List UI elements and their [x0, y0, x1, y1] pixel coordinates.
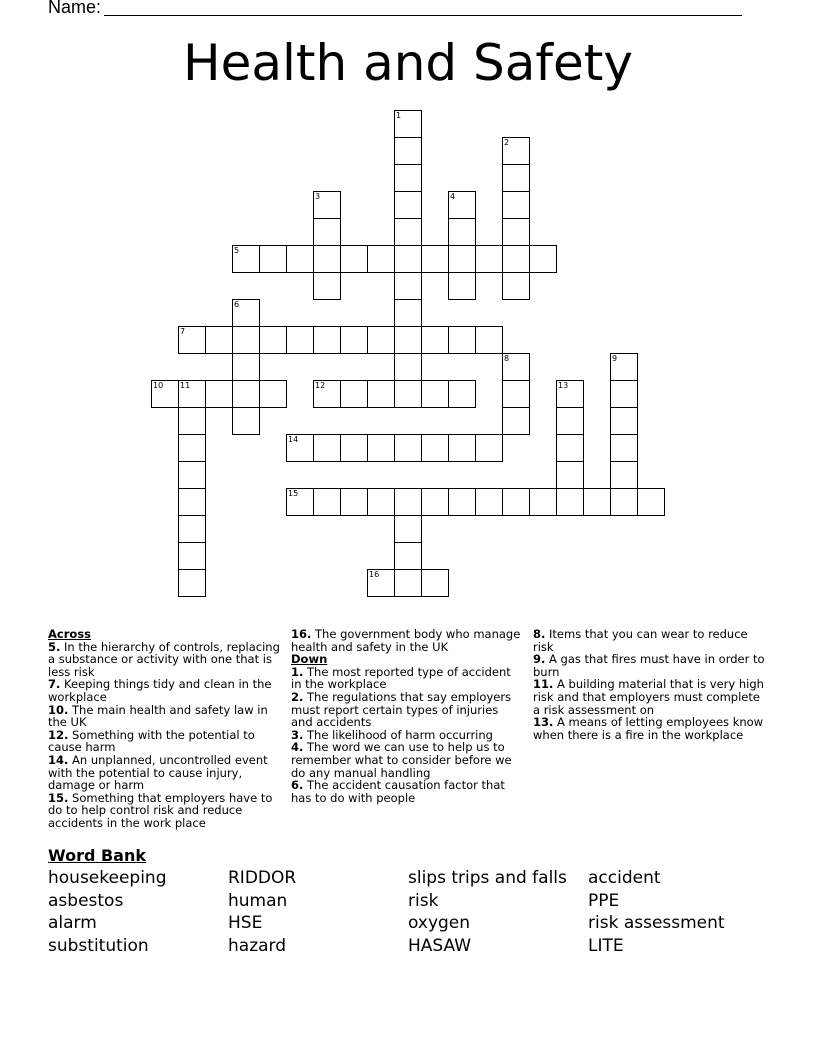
crossword-cell[interactable] [313, 326, 341, 354]
crossword-cell[interactable] [367, 380, 395, 408]
crossword-cell[interactable] [394, 326, 422, 354]
crossword-cell[interactable] [637, 488, 665, 516]
crossword-cell[interactable] [178, 407, 206, 435]
crossword-cell[interactable] [313, 191, 341, 219]
crossword-cell[interactable] [421, 380, 449, 408]
down-clue: 3. The likelihood of harm occurring [291, 727, 493, 742]
crossword-cell[interactable] [448, 380, 476, 408]
crossword-cell[interactable] [313, 272, 341, 300]
word-bank-column-1 [48, 867, 167, 957]
crossword-cell[interactable] [394, 353, 422, 381]
crossword-cell[interactable] [313, 488, 341, 516]
crossword-cell[interactable] [556, 407, 584, 435]
crossword-cell[interactable] [394, 191, 422, 219]
clue-number: 14 [288, 435, 299, 444]
clues-column-1 [48, 628, 280, 830]
crossword-cell[interactable] [502, 407, 530, 435]
crossword-cell[interactable] [367, 245, 395, 273]
crossword-cell[interactable] [583, 488, 611, 516]
crossword-cell[interactable] [178, 434, 206, 462]
crossword-cell[interactable] [313, 380, 341, 408]
crossword-cell[interactable] [178, 488, 206, 516]
crossword-cell[interactable] [448, 434, 476, 462]
word-bank-item: accident [588, 868, 661, 888]
crossword-cell[interactable] [232, 326, 260, 354]
crossword-cell[interactable] [205, 380, 233, 408]
crossword-cell[interactable] [232, 299, 260, 327]
across-clue: 5. In the hierarchy of controls, replacing a substance or activity with one that is less risk [48, 639, 280, 679]
down-clue: 13. A means of letting employees know when there is a fire in the workplace [533, 715, 764, 742]
crossword-cell[interactable] [367, 488, 395, 516]
crossword-cell[interactable] [610, 461, 638, 489]
down-clue: 8. Items that you can wear to reduce risk [533, 627, 748, 654]
crossword-cell[interactable] [232, 353, 260, 381]
crossword-cell[interactable] [367, 434, 395, 462]
crossword-cell[interactable] [448, 272, 476, 300]
clues-column-2 [291, 628, 523, 804]
word-bank-item: oxygen [408, 913, 471, 933]
crossword-cell[interactable] [232, 245, 260, 273]
crossword-cell[interactable] [286, 326, 314, 354]
crossword-cell[interactable] [259, 245, 287, 273]
down-clue: 2. The regulations that say employers must report certain types of injuries and accidents [291, 689, 512, 730]
crossword-cell[interactable] [502, 353, 530, 381]
crossword-cell[interactable] [178, 569, 206, 597]
crossword-cell[interactable] [475, 434, 503, 462]
crossword-cell[interactable] [394, 434, 422, 462]
crossword-cell[interactable] [421, 488, 449, 516]
crossword-cell[interactable] [529, 488, 557, 516]
crossword-cell[interactable] [529, 245, 557, 273]
crossword-cell[interactable] [340, 326, 368, 354]
crossword-cell[interactable] [556, 461, 584, 489]
down-clue: 4. The word we can use to help us to remember what to consider before we do any manual handling [291, 740, 512, 780]
crossword-cell[interactable] [610, 407, 638, 435]
down-clue: 6. The accident causation factor that has to do with people [291, 778, 505, 805]
word-bank-column-2 [228, 867, 296, 957]
crossword-cell[interactable] [421, 569, 449, 597]
word-bank-item: slips trips and falls [408, 868, 567, 888]
clue-number: 9 [612, 354, 618, 363]
across-clue: 15. Something that employers have to do to help control risk and reduce accidents in the work place [48, 790, 273, 830]
clue-number: 7 [180, 327, 186, 336]
word-bank-item: risk assessment [588, 913, 725, 933]
crossword-cell[interactable] [394, 569, 422, 597]
crossword-cell[interactable] [448, 191, 476, 219]
crossword-cell[interactable] [448, 218, 476, 246]
crossword-cell[interactable] [178, 326, 206, 354]
clue-number: 6 [234, 300, 240, 309]
crossword-cell[interactable] [394, 218, 422, 246]
word-bank-column-3 [408, 867, 567, 957]
clue-number: 16 [369, 570, 380, 579]
word-bank-item: hazard [228, 935, 287, 956]
crossword-cell[interactable] [178, 380, 206, 408]
crossword-cell[interactable] [421, 434, 449, 462]
down-clue: 1. The most reported type of accident in the workplace [291, 664, 511, 692]
clue-number: 3 [315, 192, 321, 201]
crossword-cell[interactable] [340, 488, 368, 516]
crossword-cell[interactable] [502, 488, 530, 516]
crossword-cell[interactable] [178, 542, 206, 570]
crossword-cell[interactable] [313, 245, 341, 273]
word-bank-item: RIDDOR [228, 868, 297, 888]
across-heading: Across [48, 627, 91, 641]
word-bank-column-4 [588, 867, 725, 957]
word-bank-item: asbestos [48, 890, 124, 911]
across-clue: 16. The government body who manage health and safety in the UK [291, 627, 521, 654]
crossword-cell[interactable] [340, 245, 368, 273]
crossword-cell[interactable] [205, 326, 233, 354]
clue-number: 1 [396, 111, 402, 120]
across-clue: 12. Something with the potential to cause harm [48, 727, 255, 755]
crossword-cell[interactable] [394, 164, 422, 192]
crossword-cell[interactable] [340, 434, 368, 462]
crossword-cell[interactable] [178, 461, 206, 489]
crossword-cell[interactable] [367, 569, 395, 597]
clue-number: 12 [315, 381, 326, 390]
crossword-cell[interactable] [502, 272, 530, 300]
crossword-cell[interactable] [610, 488, 638, 516]
crossword-cell[interactable] [448, 326, 476, 354]
word-bank-item: risk [408, 890, 439, 911]
crossword-cell[interactable] [502, 380, 530, 408]
word-bank-item: LITE [588, 935, 624, 956]
crossword-cell[interactable] [313, 434, 341, 462]
word-bank-item: alarm [48, 913, 97, 933]
crossword-cell[interactable] [610, 353, 638, 381]
crossword-cell[interactable] [394, 488, 422, 516]
crossword-cell[interactable] [151, 380, 179, 408]
crossword-cell[interactable] [475, 326, 503, 354]
crossword-cell[interactable] [178, 515, 206, 543]
word-bank-item: PPE [588, 890, 620, 911]
clue-number: 10 [153, 381, 164, 390]
crossword-cell[interactable] [394, 272, 422, 300]
across-clue: 10. The main health and safety law in the UK [48, 702, 268, 730]
crossword-cell[interactable] [475, 488, 503, 516]
crossword-cell[interactable] [232, 407, 260, 435]
crossword-cell[interactable] [475, 245, 503, 273]
word-bank-item: housekeeping [48, 868, 167, 888]
crossword-cell[interactable] [502, 164, 530, 192]
word-bank-item: substitution [48, 935, 149, 956]
crossword-cell[interactable] [232, 380, 260, 408]
name-label: Name: [48, 0, 102, 17]
clue-number: 15 [288, 489, 299, 498]
across-clue: 7. Keeping things tidy and clean in the workplace [48, 677, 272, 704]
clues-column-3 [533, 628, 765, 741]
crossword-cell[interactable] [610, 380, 638, 408]
crossword-cell[interactable] [556, 488, 584, 516]
down-clue: 11. A building material that is very high risk and that employers must complete a risk assessment on [533, 677, 764, 717]
crossword-cell[interactable] [340, 380, 368, 408]
down-clue: 9. A gas that fires must have in order to burn [533, 652, 765, 679]
crossword-cell[interactable] [367, 326, 395, 354]
crossword-cell[interactable] [421, 245, 449, 273]
crossword-cell[interactable] [394, 515, 422, 543]
crossword-cell[interactable] [259, 326, 287, 354]
crossword-cell[interactable] [502, 218, 530, 246]
crossword-cell[interactable] [259, 380, 287, 408]
crossword-cell[interactable] [502, 137, 530, 165]
crossword-cell[interactable] [421, 326, 449, 354]
crossword-cell[interactable] [313, 218, 341, 246]
crossword-cell[interactable] [394, 110, 422, 138]
crossword-cell[interactable] [394, 137, 422, 165]
crossword-cell[interactable] [502, 245, 530, 273]
crossword-cell[interactable] [286, 245, 314, 273]
crossword-cell[interactable] [610, 434, 638, 462]
down-heading: Down [291, 652, 328, 667]
word-bank-item: HASAW [408, 935, 472, 956]
clue-number: 13 [558, 381, 569, 390]
clue-number: 5 [234, 246, 240, 255]
crossword-cell[interactable] [448, 488, 476, 516]
page-title: Health and Safety [183, 34, 633, 92]
clue-number: 4 [450, 192, 456, 201]
crossword-cell[interactable] [286, 488, 314, 516]
across-clue: 14. An unplanned, uncontrolled event with the potential to cause injury, damage or harm [48, 752, 268, 793]
clue-number: 11 [180, 381, 191, 390]
word-bank-item: HSE [228, 913, 263, 933]
word-bank-title: Word Bank [48, 846, 147, 865]
crossword-cell[interactable] [556, 380, 584, 408]
crossword-cell[interactable] [394, 299, 422, 327]
clue-number: 8 [504, 354, 510, 363]
crossword-cell[interactable] [286, 434, 314, 462]
clue-number: 2 [504, 138, 510, 147]
crossword-cell[interactable] [556, 434, 584, 462]
crossword-cell[interactable] [394, 245, 422, 273]
crossword-cell[interactable] [502, 191, 530, 219]
crossword-cell[interactable] [448, 245, 476, 273]
word-bank-item: human [228, 890, 288, 911]
crossword-cell[interactable] [394, 380, 422, 408]
crossword-cell[interactable] [394, 542, 422, 570]
